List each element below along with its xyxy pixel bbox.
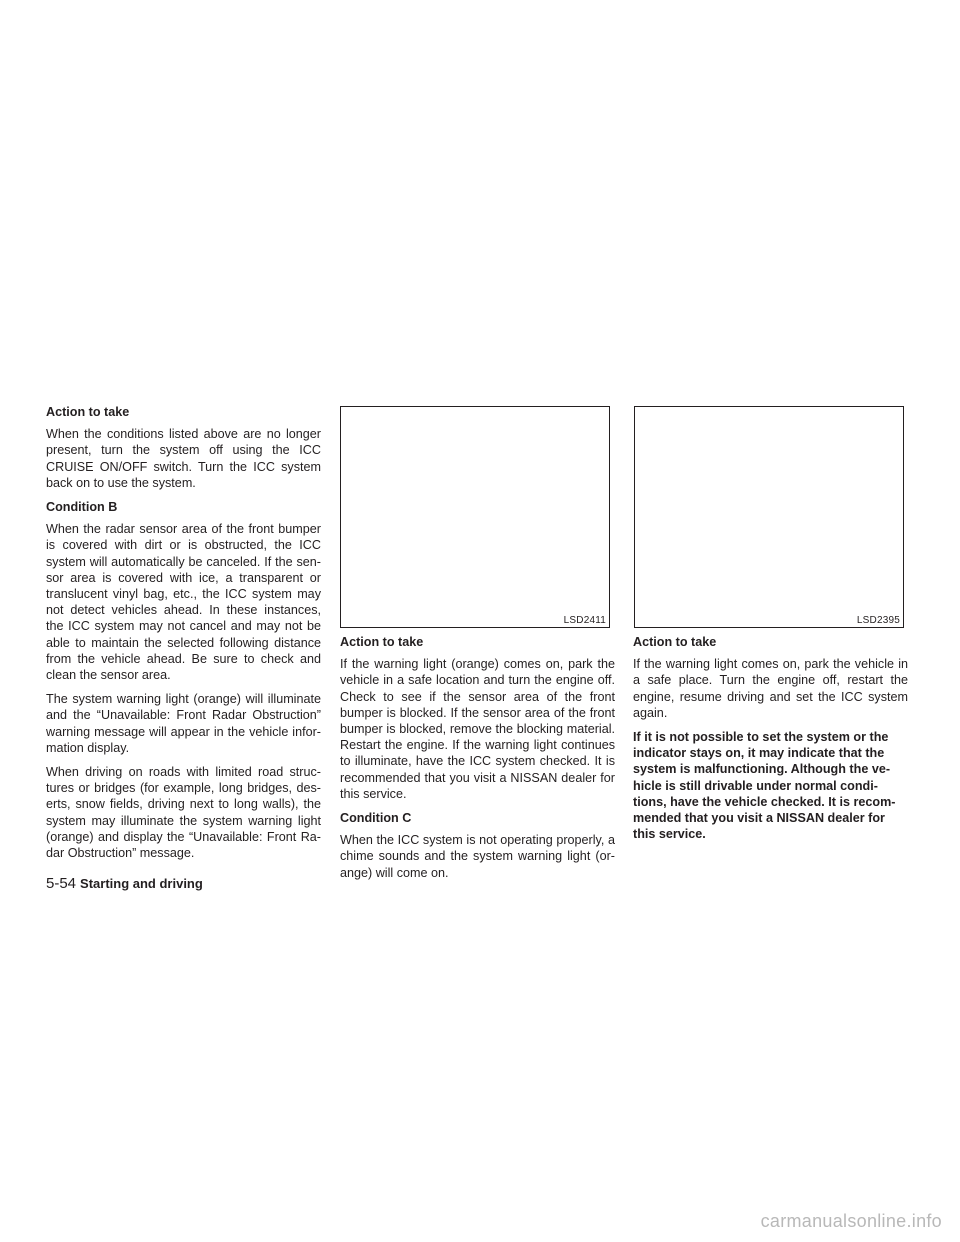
page-footer: [46, 875, 203, 892]
section-heading: Action to take: [340, 635, 424, 649]
body-paragraph: When the ICC system is not operating properly, a chime sounds and the system warning light (or- ange) will come on.: [340, 833, 615, 880]
body-paragraph: When the radar sensor area of the front bumper is covered with dirt or is obstructed, the ICC system will automatically be canceled. If the sen- sor area is covered with ice, a transparent or translucent vinyl bag, etc., the ICC system may not detect vehicles ahead. In these instances, the ICC system may not cancel and may not be able to maintain the selected following distance from the vehicle ahead. Be sure to check and clean the sensor area.: [46, 522, 321, 683]
warning-paragraph: If it is not possible to set the system or the indicator stays on, it may indicate that the system is malfunctioning. Although the ve- hicle is still drivable under normal condi- tions, have the vehicle checked. It is recom- mended that you visit a NISSAN dealer for this service.: [633, 730, 896, 842]
illustration-frame: [634, 406, 904, 628]
watermark-text: carmanualsonline.info: [760, 1211, 942, 1231]
body-paragraph: When driving on roads with limited road struc- tures or bridges (for example, long bridges, des- erts, snow fields, driving next to long walls), the system may illuminate the system warning light (orange) and display the “Unavailable: Front Ra- dar Obstruction” message.: [46, 765, 321, 861]
body-paragraph: If the warning light (orange) comes on, park the vehicle in a safe location and turn the engine off. Check to see if the sensor area of the front bumper is blocked. If the sensor area of the front bumper is blocked, remove the blocking material. Restart the engine. If the warning light continues to illuminate, have the ICC system checked. It is recommended that you visit a NISSAN dealer for this service.: [340, 657, 615, 801]
body-paragraph: If the warning light comes on, park the vehicle in a safe place. Turn the engine off, restart the engine, resume driving and set the ICC system again.: [633, 657, 908, 720]
figure-code: LSD2395: [856, 615, 900, 626]
page-number: 5-54: [46, 875, 77, 892]
body-paragraph: When the conditions listed above are no longer present, turn the system off using the ICC CRUISE ON/OFF switch. Turn the ICC system back on to use the system.: [46, 427, 321, 490]
text-column-2: [340, 634, 615, 889]
section-heading: Condition B: [46, 500, 118, 515]
illustration-frame: [340, 406, 610, 628]
section-heading: Action to take: [46, 405, 130, 419]
body-paragraph: The system warning light (orange) will illuminate and the “Unavailable: Front Radar Obstruction” warning message will appear in the vehicle infor- mation display.: [46, 692, 321, 755]
section-heading: Condition C: [340, 811, 412, 826]
text-column-1: [46, 404, 321, 869]
section-title: Starting and driving: [80, 876, 203, 891]
figure-code: LSD2411: [563, 615, 606, 626]
text-column-3: [633, 634, 908, 850]
section-heading: Action to take: [633, 635, 717, 649]
